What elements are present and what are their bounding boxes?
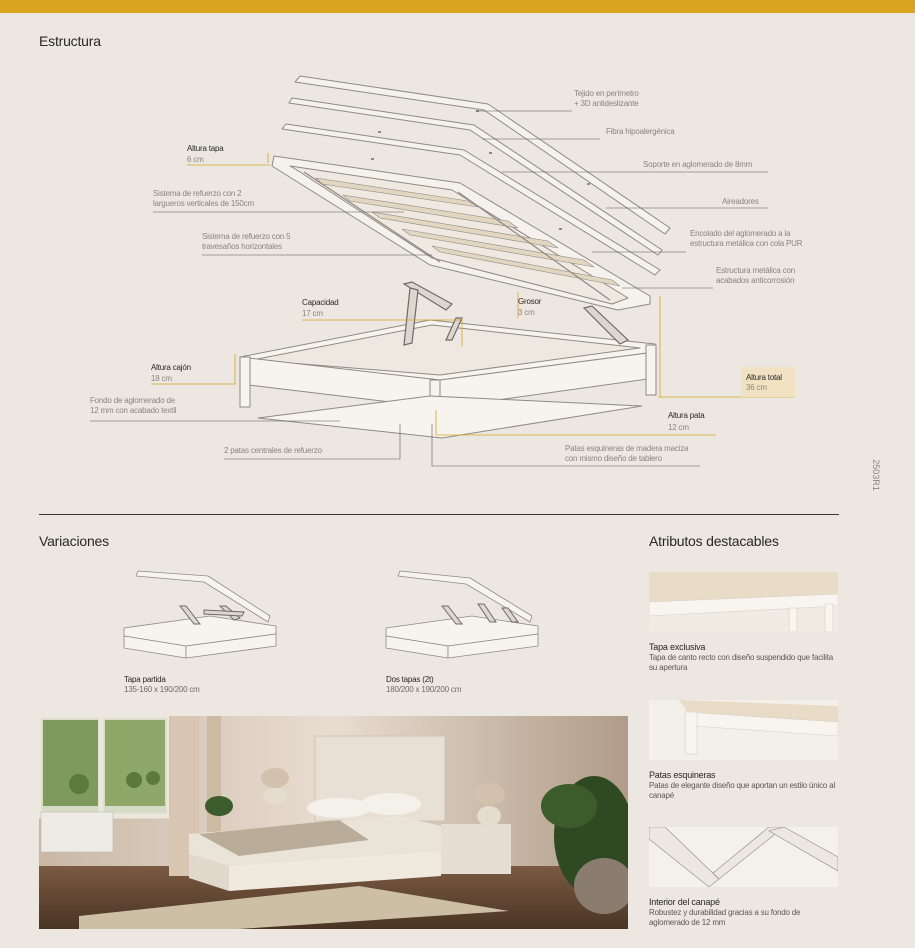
- attribute-3-desc: Robustez y durabilidad gracias a su fondo de aglomerado de 12 mm: [649, 908, 801, 927]
- leg-front-left: [240, 357, 250, 407]
- label-grosor-val: 3 cm: [518, 308, 535, 317]
- label-tejido: Tejido en perímetro: [574, 89, 639, 98]
- attribute-3-image: [649, 827, 838, 887]
- attribute-1-title: Tapa exclusiva: [649, 642, 706, 652]
- variation-1-name: Tapa partida: [124, 675, 166, 684]
- label-fondo: Fondo de aglomerado de: [90, 396, 175, 405]
- label-refuerzo-5b: travesaños horizontales: [202, 242, 282, 251]
- label-encolado: Encolado del aglomerado a la: [690, 229, 791, 238]
- label-refuerzo-2b: largueros verticales de 150cm: [153, 199, 254, 208]
- label-estructura: Estructura metálica con: [716, 266, 795, 275]
- attribute-2-image: [649, 700, 838, 760]
- label-encolado-2: estructura metálica con cola PUR: [690, 239, 803, 248]
- label-capacidad-val: 17 cm: [302, 309, 323, 318]
- attributes-title: Atributos destacables: [649, 533, 779, 549]
- label-altura-pata-val: 12 cm: [668, 423, 689, 432]
- label-altura-total-val: 36 cm: [746, 383, 767, 392]
- attribute-1-desc: Tapa de canto recto con diseño suspendido que facilita su apertura: [649, 653, 834, 672]
- attribute-2-title: Patas esquineras: [649, 770, 716, 780]
- label-altura-tapa-val: 6 cm: [187, 155, 204, 164]
- label-altura-cajon-val: 18 cm: [151, 374, 172, 383]
- label-tejido-2: + 3D antideslizante: [574, 99, 639, 108]
- label-grosor: Grosor: [518, 297, 542, 306]
- attribute-2-desc: Patas de elegante diseño que aportan un estilo único al canapé: [649, 781, 836, 800]
- label-patas-esq-2: con mismo diseño de tablero: [565, 454, 662, 463]
- label-altura-pata: Altura pata: [668, 411, 705, 420]
- label-altura-cajon: Altura cajón: [151, 363, 191, 372]
- label-fondo-2: 12 mm con acabado textil: [90, 406, 177, 415]
- label-capacidad: Capacidad: [302, 298, 339, 307]
- section-divider: [39, 514, 839, 515]
- variation-tapa-partida-illustration: [120, 566, 285, 661]
- variation-dos-tapas-illustration: [382, 566, 547, 661]
- label-aireadores: Aireadores: [722, 197, 759, 206]
- label-refuerzo-5: Sistema de refuerzo con 5: [202, 232, 291, 241]
- label-refuerzo-2: Sistema de refuerzo con 2: [153, 189, 242, 198]
- label-fibra: Fibra hipoalergénica: [606, 127, 675, 136]
- leg-right: [646, 345, 656, 395]
- attribute-1-image: [649, 572, 838, 632]
- label-patas-centrales: 2 patas centrales de refuerzo: [224, 446, 322, 455]
- label-altura-tapa: Altura tapa: [187, 144, 224, 153]
- variation-2-name: Dos tapas (2t): [386, 675, 434, 684]
- variation-2-sizes: 180/200 x 190/200 cm: [386, 685, 462, 694]
- base-bottom: [258, 396, 642, 438]
- attribute-3-title: Interior del canapé: [649, 897, 720, 907]
- side-code: 2503R1: [870, 459, 881, 491]
- variation-2-caption: [386, 675, 461, 695]
- label-estructura-2: acabados anticorrosión: [716, 276, 795, 285]
- variation-1-caption: [124, 675, 200, 695]
- variations-title: Variaciones: [39, 533, 109, 549]
- variation-1-sizes: 135-160 x 190/200 cm: [124, 685, 200, 694]
- label-soporte: Soporte en aglomerado de 8mm: [643, 160, 753, 169]
- bedroom-photo: [39, 716, 628, 929]
- label-patas-esq: Patas esquineras de madera maciza: [565, 444, 689, 453]
- structure-title: Estructura: [39, 33, 101, 49]
- label-altura-total: Altura total: [746, 373, 782, 382]
